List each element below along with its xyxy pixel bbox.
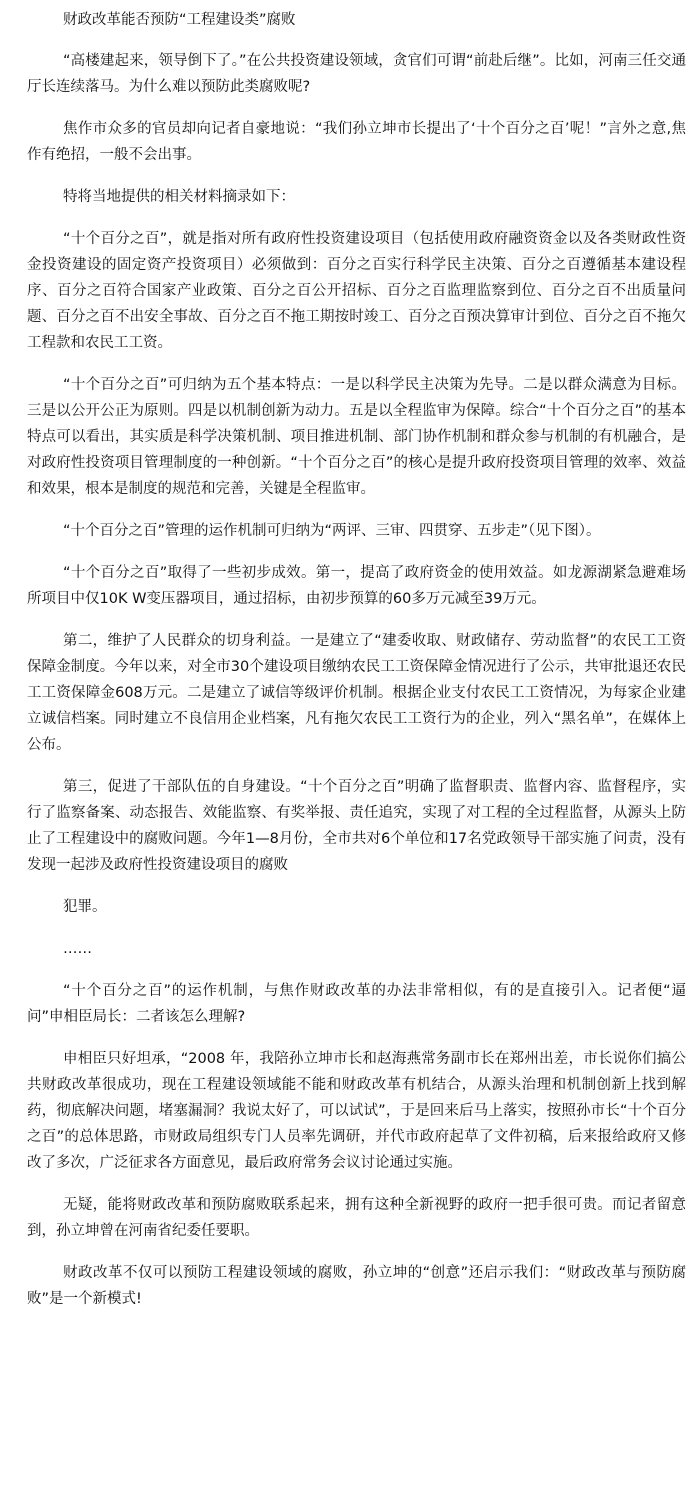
article-paragraph: “高楼建起来，领导倒下了。”在公共投资建设领域，贪官们可谓“前赴后继”。比如，河南三任交通厅长连续落马。为什么难以预防此类腐败呢? — [27, 53, 686, 95]
article-paragraph: 财政改革不仅可以预防工程建设领域的腐败，孙立坤的“创意”还启示我们：“财政改革与预防腐败”是一个新模式! — [27, 1265, 686, 1307]
article-paragraph: “十个百分之百”的运作机制，与焦作财政改革的办法非常相似，有的是直接引入。记者便“逼问”申相臣局长：二者该怎么理解? — [27, 983, 686, 1025]
article-paragraph: “十个百分之百”可归纳为五个基本特点：一是以科学民主决策为先导。二是以群众满意为目标。三是以公开公正为原则。四是以机制创新为动力。五是以全程监审为保障。综合“十个百分之百”的基本特点可以看出，其实质是科学决策机制、项目推进机制、部门协作机制和群众参与机制的有机融合，是对政府性投资项目管理制度的一种创新。“十个百分之百”的核心是提升政府投资项目管理的效率、效益和效果，根本是制度的规范和完善，关键是全程监审。 — [27, 377, 686, 497]
article-headline: 财政改革能否预防“工程建设类”腐败 — [63, 12, 296, 28]
article-paragraph: “十个百分之百”管理的运作机制可归纳为“两评、三审、四贯穿、五步走”（见下图）。 — [63, 523, 601, 539]
article-paragraph: 焦作市众多的官员却向记者自豪地说：“我们孙立坤市长提出了‘十个百分之百’呢！”言外之意,焦作有绝招，一般不会出事。 — [27, 121, 686, 163]
article-paragraph: 无疑，能将财政改革和预防腐败联系起来，拥有这种全新视野的政府一把手很可贵。而记者留意到，孙立坤曾在河南省纪委任要职。 — [27, 1197, 686, 1239]
article-ellipsis: …… — [63, 941, 92, 957]
article-paragraph: 特将当地提供的相关材料摘录如下： — [63, 189, 295, 205]
article-paragraph: “十个百分之百”，就是指对所有政府性投资建设项目（包括使用政府融资资金以及各类财政性资金投资建设的固定资产投资项目）必须做到：百分之百实行科学民主决策、百分之百遵循基本建设程序、百分之百符合国家产业政策、百分之百公开招标、百分之百监理监察到位、百分之百不出质量问题、百分之百不出安全事故、百分之百不拖工期按时竣工、百分之百预决算审计到位、百分之百不拖欠工程款和农民工工资。 — [27, 231, 686, 351]
article-paragraph: “十个百分之百”取得了一些初步成效。第一，提高了政府资金的使用效益。如龙源湖紧急避难场所项目中仅10K W变压器项目，通过招标，由初步预算的60多万元减至39万元。 — [27, 565, 686, 607]
article-paragraph: 第三，促进了干部队伍的自身建设。“十个百分之百”明确了监督职责、监督内容、监督程序，实行了监察备案、动态报告、效能监察、有奖举报、责任追究，实现了对工程的全过程监督，从源头上防止了工程建设中的腐败问题。今年1—8月份，全市共对6个单位和17名党政领导干部实施了问责，没有发现一起涉及政府性投资建设项目的腐败 — [27, 779, 686, 873]
article-paragraph: 申相臣只好坦承，“2008 年，我陪孙立坤市长和赵海燕常务副市长在郑州出差，市长说你们搞公共财政改革很成功，现在工程建设领域能不能和财政改革有机结合，从源头治理和机制创新上找到解药，彻底解决问题，堵塞漏洞？我说太好了，可以试试”，于是回来后马上落实，按照孙市长“十个百分之百”的总体思路，市财政局组织专门人员率先调研，并代市政府起草了文件初稿，后来报给政府又修改了多次，广泛征求各方面意见，最后政府常务会议讨论通过实施。 — [27, 1051, 686, 1171]
article-paragraph: 第二，维护了人民群众的切身利益。一是建立了“建委收取、财政储存、劳动监督”的农民工工资保障金制度。今年以来，对全市30个建设项目缴纳农民工工资保障金情况进行了公示，共审批退还农民工工资保障金608万元。二是建立了诚信等级评价机制。根据企业支付农民工工资情况，为每家企业建立诚信档案。同时建立不良信用企业档案，凡有拖欠农民工工资行为的企业，列入“黑名单”，在媒体上公布。 — [27, 633, 686, 753]
article-paragraph: 犯罪。 — [63, 899, 107, 915]
